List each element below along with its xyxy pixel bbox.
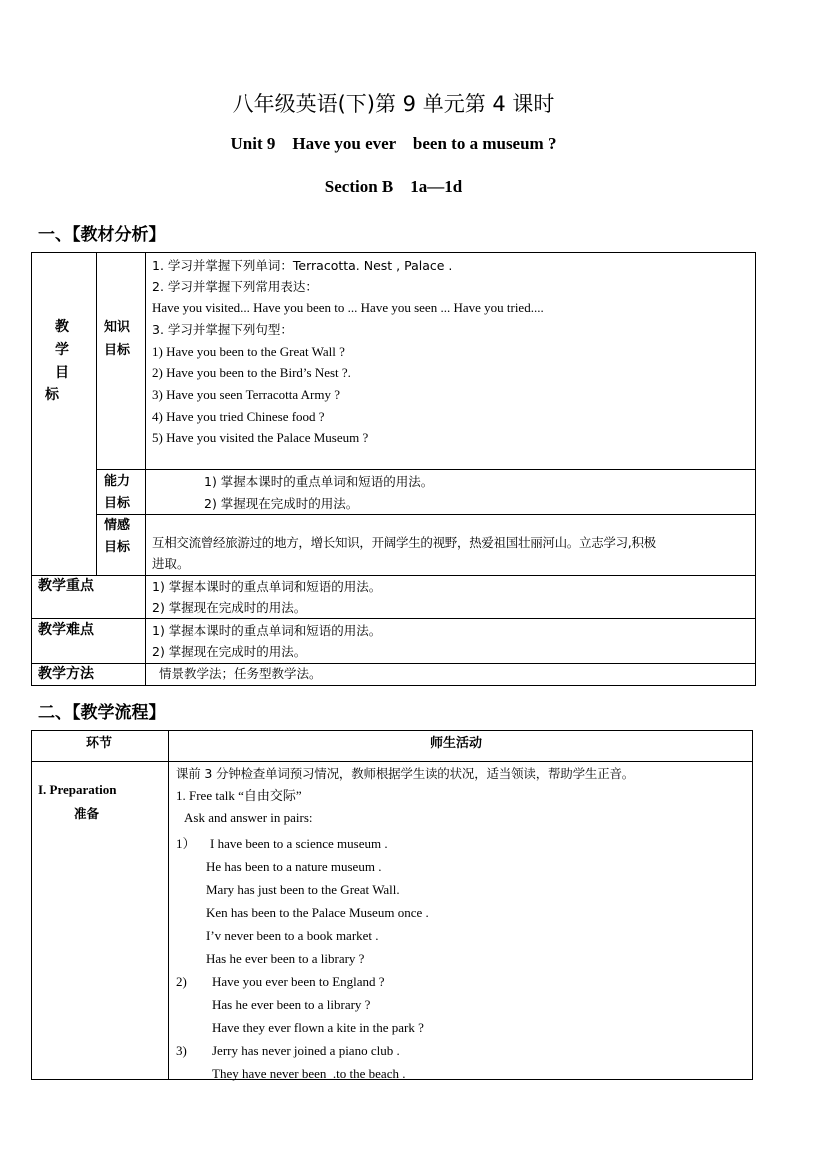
page-title: 八年级英语(下)第 9 单元第 4 课时: [232, 92, 555, 116]
goal-label-char-2: 学: [55, 342, 69, 358]
knowledge-line: 5) Have you visited the Palace Museum ?: [152, 430, 369, 445]
emotion-line-1: 互相交流曾经旅游过的地方，增长知识，开阔学生的视野，热爱祖国壮丽河山。立志学习,积极: [152, 535, 656, 550]
knowledge-line: 2. 学习并掌握下列常用表达：: [152, 279, 318, 294]
goal-label-char-4: 标: [45, 387, 59, 403]
knowledge-line: 4) Have you tried Chinese food ?: [152, 409, 325, 424]
ability-line: 1) 掌握本课时的重点单词和短语的用法。: [204, 474, 434, 489]
emotion-line-2: 进取。: [152, 556, 190, 571]
activity-intro: 课前 3 分钟检查单词预习情况，教师根据学生读的状况，适当领读，帮助学生正音。: [176, 766, 635, 781]
col-stage-header: 环节: [86, 736, 113, 751]
ability-line: 2) 掌握现在完成时的用法。: [204, 496, 359, 511]
knowledge-line: 3) Have you seen Terracotta Army ?: [152, 387, 340, 402]
group2-number: 2): [176, 974, 187, 989]
group1-number: 1）: [176, 836, 196, 851]
difficulty-line: 1) 掌握本课时的重点单词和短语的用法。: [152, 623, 382, 638]
example-sentence: Has he ever been to a library ?: [206, 951, 365, 966]
example-sentence: Ken has been to the Palace Museum once .: [206, 905, 429, 920]
ability-label-2: 目标: [104, 496, 131, 511]
key-points-label: 教学重点: [38, 578, 94, 594]
knowledge-line: Have you visited... Have you been to ... Have you seen ... Have you tried....: [152, 300, 544, 315]
difficulties-label: 教学难点: [38, 622, 94, 638]
ability-label-1: 能力: [104, 474, 131, 489]
example-sentence: I have been to a science museum .: [210, 836, 388, 851]
methods-label: 教学方法: [38, 666, 94, 682]
knowledge-label-2: 目标: [104, 343, 131, 358]
methods-text: 情景教学法；任务型教学法。: [159, 666, 322, 681]
emotion-label-1: 情感: [104, 518, 131, 533]
example-sentence: He has been to a nature museum .: [206, 859, 382, 874]
unit-title: Unit 9 Have you ever been to a museum ?: [230, 134, 557, 153]
example-sentence: Jerry has never joined a piano club .: [212, 1043, 400, 1058]
knowledge-line: 3. 学习并掌握下列句型：: [152, 322, 293, 337]
free-talk: 1. Free talk “自由交际”: [176, 788, 302, 803]
difficulty-line: 2) 掌握现在完成时的用法。: [152, 644, 307, 659]
knowledge-line: 1. 学习并掌握下列单词：Terracotta. Nest , Palace .: [152, 258, 453, 273]
example-sentence: Have they ever flown a kite in the park ?: [212, 1020, 424, 1035]
section2-heading: 二、【教学流程】: [38, 703, 166, 723]
key-point-line: 2) 掌握现在完成时的用法。: [152, 600, 307, 615]
stage-cn: 准备: [74, 806, 100, 821]
group3-number: 3): [176, 1043, 187, 1058]
key-point-line: 1) 掌握本课时的重点单词和短语的用法。: [152, 579, 382, 594]
col-activity-header: 师生活动: [430, 736, 483, 751]
emotion-label-2: 目标: [104, 540, 131, 555]
knowledge-line: 1) Have you been to the Great Wall ?: [152, 344, 345, 359]
knowledge-line: 2) Have you been to the Bird’s Nest ?.: [152, 365, 351, 380]
example-sentence: Mary has just been to the Great Wall.: [206, 882, 400, 897]
stage-en: I. Preparation: [38, 782, 117, 797]
pairs-instruction: Ask and answer in pairs:: [184, 810, 313, 825]
example-sentence: They have never been .to the beach .: [212, 1066, 406, 1081]
example-sentence: Has he ever been to a library ?: [212, 997, 371, 1012]
knowledge-label-1: 知识: [104, 320, 131, 335]
section-title: Section B 1a—1d: [324, 177, 463, 196]
goal-label-char-3: 目: [55, 365, 69, 381]
goal-label-char-1: 教: [55, 319, 69, 335]
example-sentence: Have you ever been to England ?: [212, 974, 385, 989]
section1-heading: 一、【教材分析】: [38, 225, 166, 245]
example-sentence: I’v never been to a book market .: [206, 928, 379, 943]
